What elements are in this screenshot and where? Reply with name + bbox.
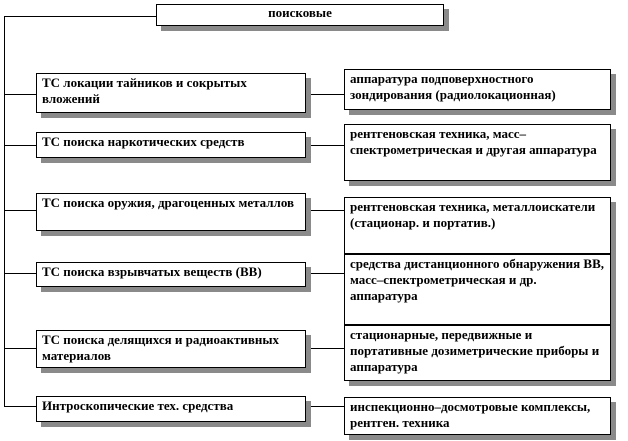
category-box-2 [36, 132, 306, 158]
category-box-1 [36, 73, 306, 113]
equipment-label: стационарные, передвижные и портативные дозиметрические приборы и аппаратура [350, 327, 600, 374]
equipment-box-6 [344, 397, 611, 435]
link-line-1 [306, 94, 344, 95]
category-box-4 [36, 262, 306, 287]
equipment-label: аппаратура подповерхностного зондирования (радиолокационная) [350, 71, 556, 102]
branch-line-4 [4, 273, 36, 274]
equipment-box-4 [344, 254, 611, 325]
equipment-box-1 [344, 69, 611, 110]
category-label: Интроскопические тех. средства [42, 398, 234, 413]
link-line-2 [306, 145, 344, 146]
category-label: ТС поиска наркотических средств [42, 134, 245, 149]
branch-line-6 [4, 406, 36, 407]
link-line-5 [306, 348, 344, 349]
equipment-label: рентгеновская техника, металлоискатели (стационар. и портатив.) [350, 199, 596, 230]
equipment-box-5 [344, 325, 611, 381]
branch-line-2 [4, 145, 36, 146]
category-box-6 [36, 396, 306, 422]
header-title: поисковые [268, 5, 332, 20]
link-line-3 [306, 210, 344, 211]
category-box-3 [36, 193, 306, 231]
equipment-box-3 [344, 197, 611, 254]
category-label: ТС поиска оружия, драгоценных металлов [42, 195, 295, 210]
equipment-box-2 [344, 124, 611, 181]
trunk-line-top [4, 16, 156, 17]
branch-line-3 [4, 210, 36, 211]
category-label: ТС локации тайников и сокрытых вложений [42, 75, 247, 106]
equipment-label: инспекционно–досмотровые комплексы, рентген. техника [350, 399, 591, 430]
equipment-label: рентгеновская техника, масс–спектрометрическая и другая аппаратура [350, 126, 597, 157]
category-box-5 [36, 330, 306, 368]
header-box [156, 4, 444, 26]
equipment-label: средства дистанционного обнаружения ВВ, масс–спектрометрическая и др. аппаратура [350, 256, 605, 303]
category-label: ТС поиска делящихся и радиоактивных материалов [42, 332, 279, 363]
link-line-6 [306, 406, 344, 407]
branch-line-1 [4, 94, 36, 95]
branch-line-5 [4, 348, 36, 349]
link-line-4 [306, 273, 344, 274]
category-label: ТС поиска взрывчатых веществ (ВВ) [42, 264, 262, 279]
